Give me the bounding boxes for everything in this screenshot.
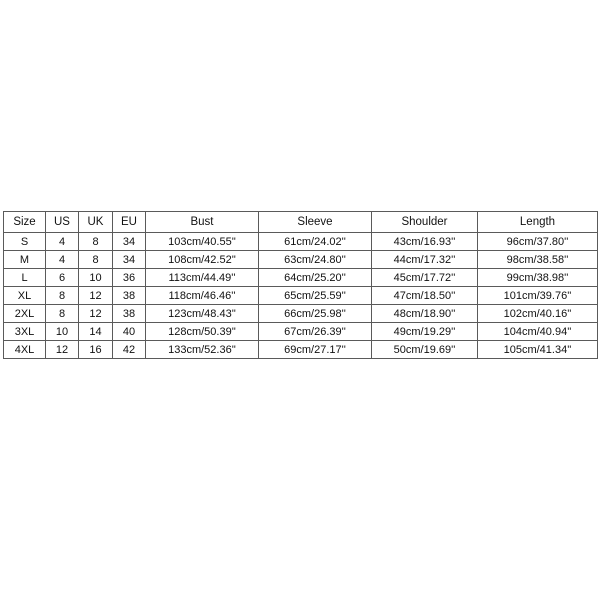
cell-uk: 16 bbox=[79, 341, 113, 359]
cell-length: 96cm/37.80'' bbox=[478, 233, 598, 251]
table-row bbox=[4, 341, 598, 359]
cell-sleeve: 63cm/24.80'' bbox=[259, 251, 372, 269]
cell-shoulder: 47cm/18.50'' bbox=[372, 287, 478, 305]
cell-shoulder: 44cm/17.32'' bbox=[372, 251, 478, 269]
cell-uk: 12 bbox=[79, 305, 113, 323]
table-row bbox=[4, 323, 598, 341]
cell-eu: 34 bbox=[113, 251, 146, 269]
cell-sleeve: 61cm/24.02'' bbox=[259, 233, 372, 251]
cell-eu: 36 bbox=[113, 269, 146, 287]
cell-us: 10 bbox=[46, 323, 79, 341]
cell-eu: 38 bbox=[113, 305, 146, 323]
header-bust: Bust bbox=[146, 212, 259, 233]
cell-size: XL bbox=[4, 287, 46, 305]
cell-bust: 118cm/46.46'' bbox=[146, 287, 259, 305]
cell-us: 8 bbox=[46, 305, 79, 323]
cell-length: 98cm/38.58'' bbox=[478, 251, 598, 269]
cell-size: 2XL bbox=[4, 305, 46, 323]
cell-bust: 113cm/44.49'' bbox=[146, 269, 259, 287]
cell-shoulder: 45cm/17.72'' bbox=[372, 269, 478, 287]
table-header-row bbox=[4, 212, 598, 233]
header-eu: EU bbox=[113, 212, 146, 233]
cell-us: 12 bbox=[46, 341, 79, 359]
cell-sleeve: 65cm/25.59'' bbox=[259, 287, 372, 305]
cell-shoulder: 49cm/19.29'' bbox=[372, 323, 478, 341]
cell-shoulder: 48cm/18.90'' bbox=[372, 305, 478, 323]
cell-us: 4 bbox=[46, 233, 79, 251]
cell-sleeve: 67cm/26.39'' bbox=[259, 323, 372, 341]
cell-length: 101cm/39.76'' bbox=[478, 287, 598, 305]
cell-bust: 103cm/40.55'' bbox=[146, 233, 259, 251]
header-size: Size bbox=[4, 212, 46, 233]
cell-eu: 38 bbox=[113, 287, 146, 305]
cell-size: M bbox=[4, 251, 46, 269]
cell-eu: 42 bbox=[113, 341, 146, 359]
cell-shoulder: 50cm/19.69'' bbox=[372, 341, 478, 359]
cell-uk: 8 bbox=[79, 233, 113, 251]
header-sleeve: Sleeve bbox=[259, 212, 372, 233]
cell-shoulder: 43cm/16.93'' bbox=[372, 233, 478, 251]
cell-bust: 128cm/50.39'' bbox=[146, 323, 259, 341]
cell-length: 104cm/40.94'' bbox=[478, 323, 598, 341]
cell-bust: 123cm/48.43'' bbox=[146, 305, 259, 323]
cell-size: S bbox=[4, 233, 46, 251]
cell-uk: 8 bbox=[79, 251, 113, 269]
cell-us: 6 bbox=[46, 269, 79, 287]
cell-sleeve: 69cm/27.17'' bbox=[259, 341, 372, 359]
cell-eu: 34 bbox=[113, 233, 146, 251]
cell-size: 4XL bbox=[4, 341, 46, 359]
cell-us: 4 bbox=[46, 251, 79, 269]
cell-uk: 10 bbox=[79, 269, 113, 287]
cell-sleeve: 66cm/25.98'' bbox=[259, 305, 372, 323]
table-row bbox=[4, 305, 598, 323]
table-row bbox=[4, 287, 598, 305]
cell-eu: 40 bbox=[113, 323, 146, 341]
cell-bust: 133cm/52.36'' bbox=[146, 341, 259, 359]
header-length: Length bbox=[478, 212, 598, 233]
header-us: US bbox=[46, 212, 79, 233]
cell-uk: 14 bbox=[79, 323, 113, 341]
cell-length: 102cm/40.16'' bbox=[478, 305, 598, 323]
table-row bbox=[4, 251, 598, 269]
header-uk: UK bbox=[79, 212, 113, 233]
cell-size: 3XL bbox=[4, 323, 46, 341]
cell-sleeve: 64cm/25.20'' bbox=[259, 269, 372, 287]
cell-bust: 108cm/42.52'' bbox=[146, 251, 259, 269]
table-row bbox=[4, 233, 598, 251]
cell-length: 99cm/38.98'' bbox=[478, 269, 598, 287]
size-chart-table bbox=[3, 211, 598, 359]
cell-us: 8 bbox=[46, 287, 79, 305]
cell-uk: 12 bbox=[79, 287, 113, 305]
cell-size: L bbox=[4, 269, 46, 287]
cell-length: 105cm/41.34'' bbox=[478, 341, 598, 359]
table-row bbox=[4, 269, 598, 287]
header-shoulder: Shoulder bbox=[372, 212, 478, 233]
